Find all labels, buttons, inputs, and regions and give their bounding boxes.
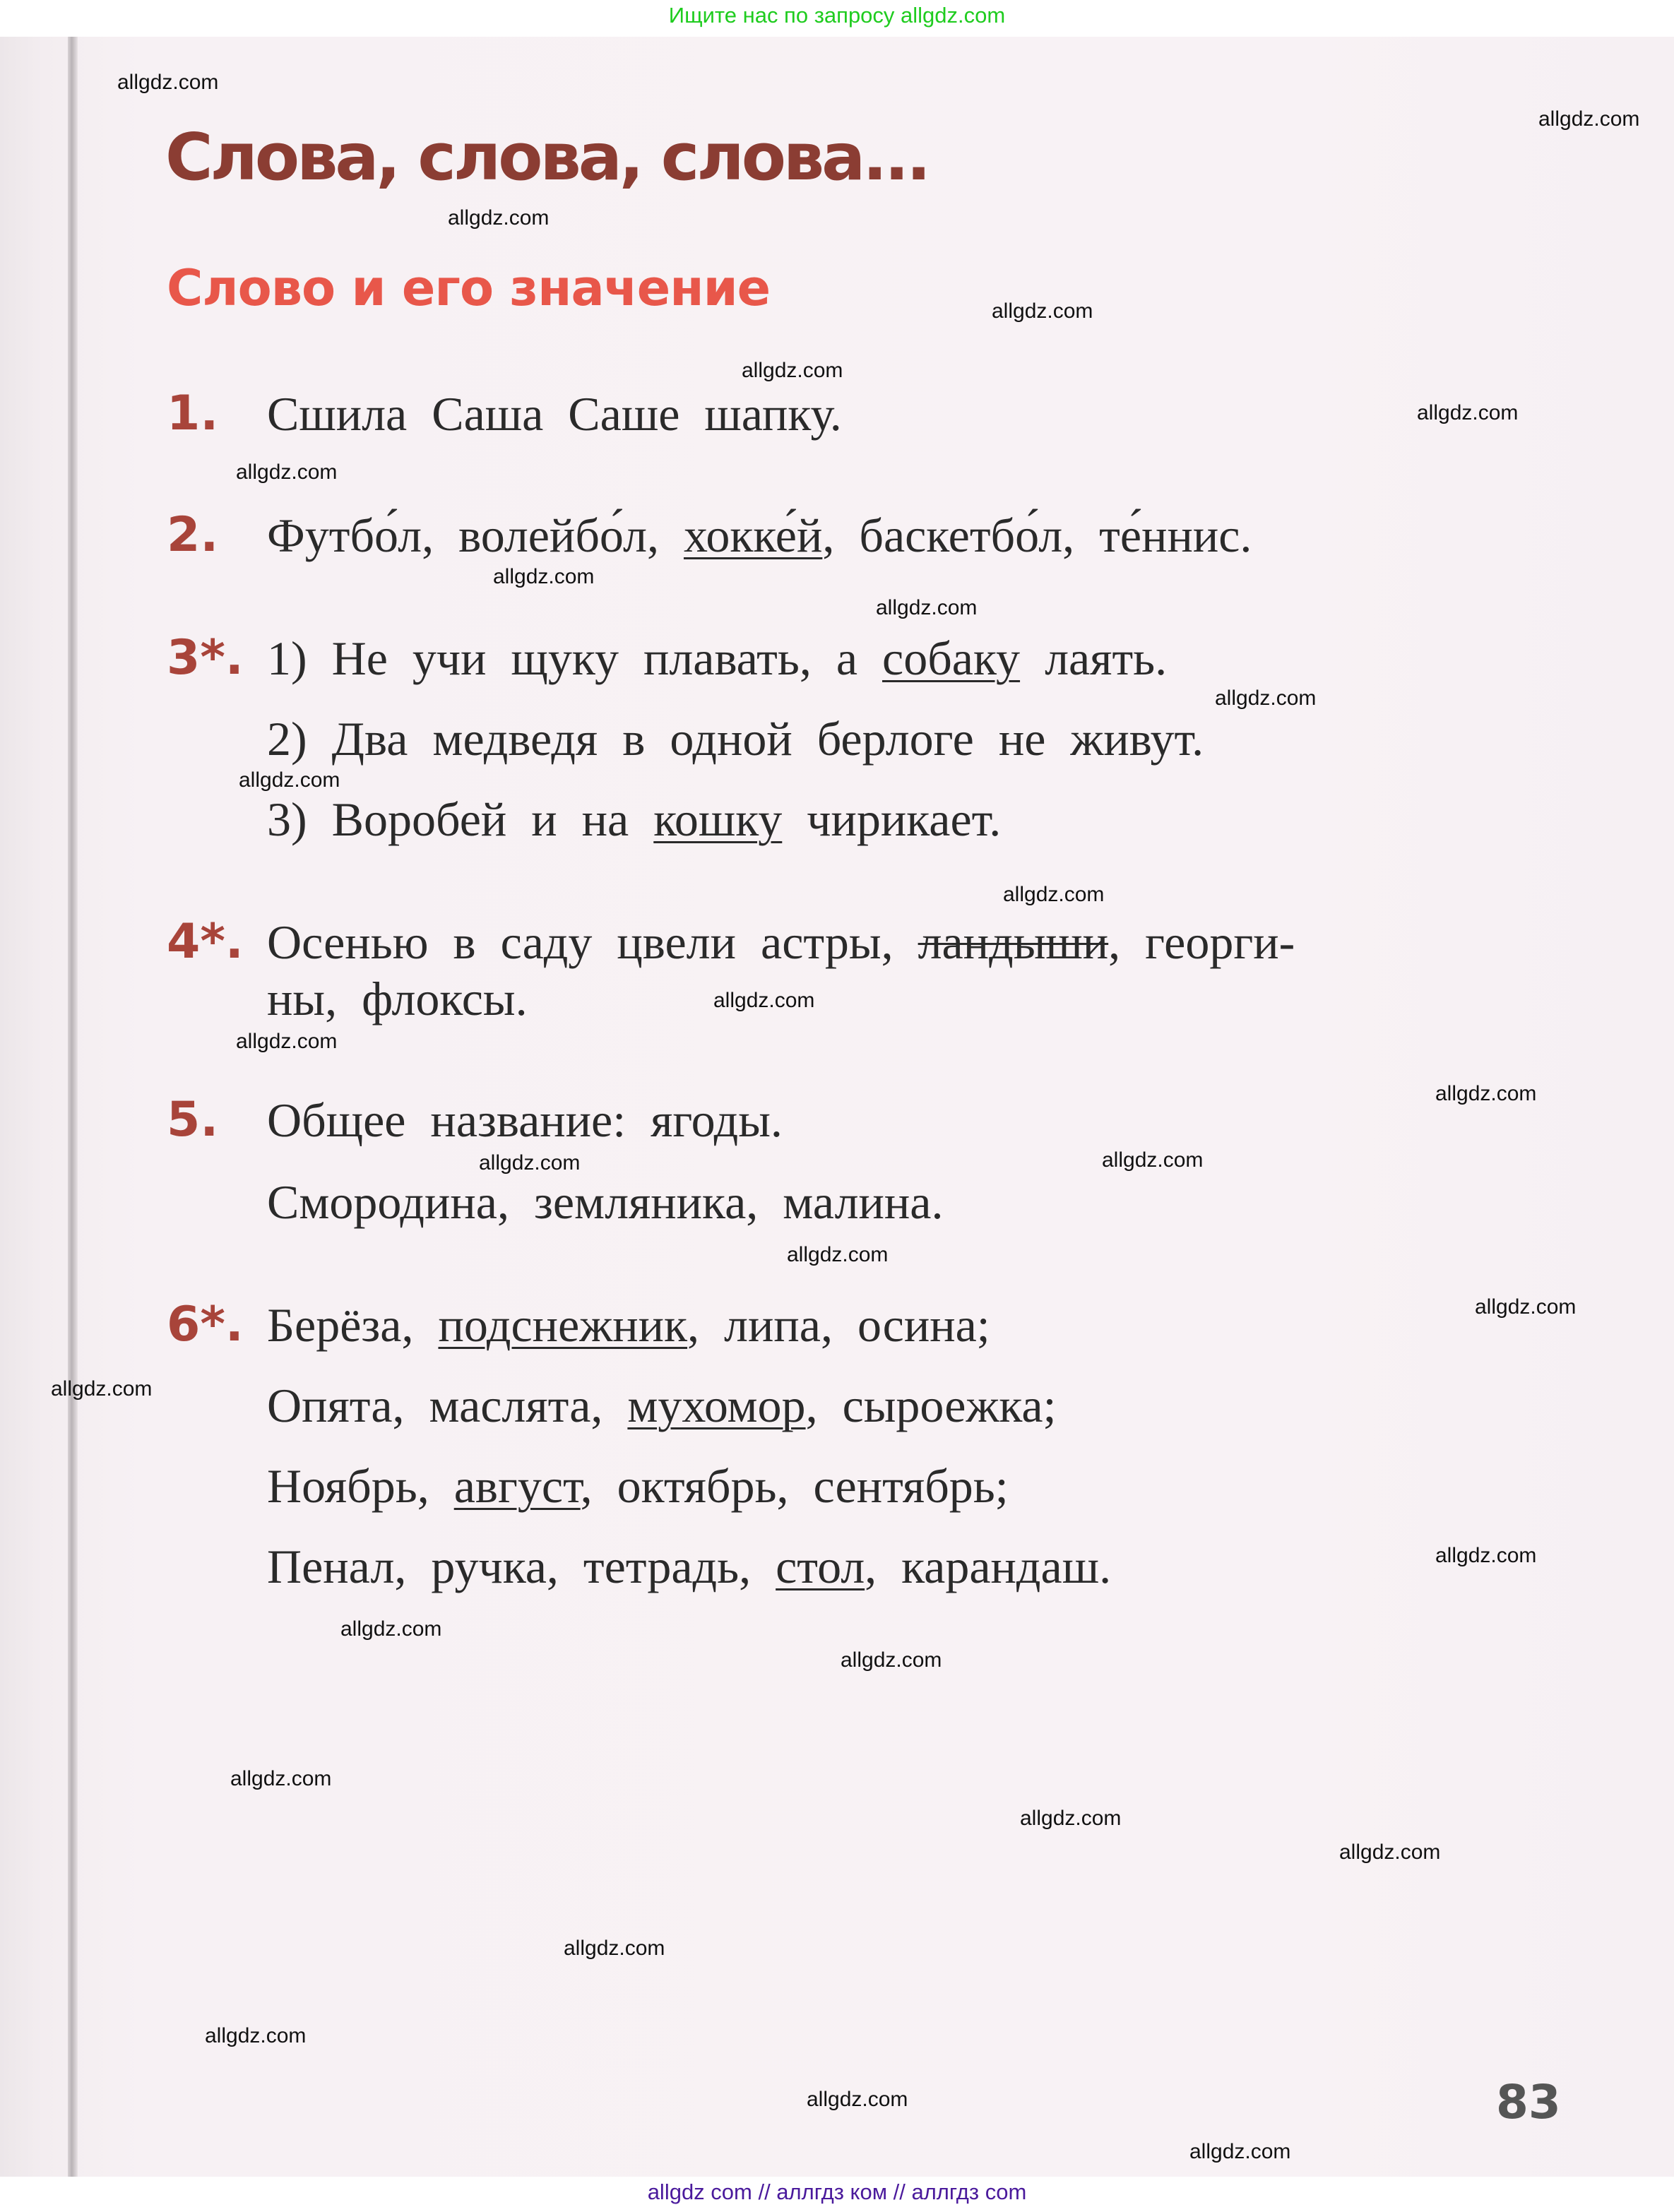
answer-line [267, 1175, 944, 1229]
underlined-word: стол [776, 1540, 865, 1593]
page-number: 83 [1496, 2075, 1561, 2129]
watermark: allgdz.com [1475, 1295, 1577, 1319]
watermark: allgdz.com [1435, 1544, 1537, 1567]
watermark: allgdz.com [742, 359, 843, 382]
text-segment: , георги- [1108, 915, 1295, 969]
section-subtitle: Слово и его значение [167, 259, 771, 317]
item-number: 6*. [167, 1297, 244, 1352]
text-segment: 1) Не учи щуку плавать, а [267, 631, 883, 685]
watermark: allgdz.com [1435, 1082, 1537, 1105]
watermark: allgdz.com [1102, 1148, 1204, 1172]
text-segment: лаять. [1020, 631, 1168, 685]
text-segment: ны, флоксы. [267, 972, 528, 1025]
answer-line [267, 1379, 1057, 1432]
watermark: allgdz.com [239, 768, 340, 792]
watermark: allgdz.com [992, 299, 1093, 323]
watermark: allgdz.com [51, 1377, 153, 1401]
watermark: allgdz.com [1417, 401, 1519, 424]
book-spine-shadow [68, 37, 78, 2177]
watermark: allgdz.com [448, 206, 550, 230]
underlined-word: подснежник [438, 1298, 688, 1352]
text-segment: , сыроежка; [805, 1379, 1057, 1432]
answer-line [267, 915, 1295, 969]
watermark: allgdz.com [236, 460, 338, 484]
watermark: allgdz.com [841, 1648, 942, 1672]
page-title: Слова, слова, слова... [165, 119, 929, 195]
watermark: allgdz.com [479, 1151, 581, 1175]
text-segment: Пенал, ручка, тетрадь, [267, 1540, 776, 1593]
watermark: allgdz.com [876, 596, 978, 619]
watermark: allgdz.com [1538, 107, 1640, 131]
text-segment: Ноябрь, [267, 1459, 454, 1513]
answer-line [267, 972, 528, 1025]
underlined-word: хокке́й [683, 509, 823, 562]
text-segment: Смородина, земляника, малина. [267, 1175, 944, 1229]
watermark: allgdz.com [340, 1617, 442, 1641]
watermark: allgdz.com [1189, 2140, 1291, 2163]
watermark: allgdz.com [493, 565, 595, 588]
watermark: allgdz.com [787, 1243, 889, 1266]
watermark: allgdz.com [117, 71, 219, 94]
watermark: allgdz.com [1339, 1841, 1441, 1864]
watermark: allgdz.com [1020, 1807, 1122, 1830]
text-segment: Футбо́л, волейбо́л, [267, 509, 684, 562]
answer-line [267, 1540, 1112, 1593]
answer-line [267, 792, 1002, 846]
item-number: 3*. [167, 630, 244, 686]
item-number: 2. [167, 507, 219, 563]
watermark: allgdz.com [1003, 883, 1105, 906]
watermark: allgdz.com [713, 989, 815, 1012]
underlined-word: кошку [653, 792, 783, 846]
answer-line [267, 1298, 990, 1352]
watermark: allgdz.com [236, 1030, 338, 1053]
item-number: 5. [167, 1092, 219, 1148]
text-segment: , липа, осина; [687, 1298, 990, 1352]
text-segment: 2) Два медведя в одной берлоге не живут. [267, 712, 1204, 766]
item-number: 4*. [167, 914, 244, 970]
answer-line [267, 1093, 783, 1147]
answer-line [267, 509, 1252, 562]
text-segment: , баскетбо́л, те́ннис. [822, 509, 1252, 562]
text-segment: Осенью в саду цвели астры, [267, 915, 918, 969]
footer-banner: allgdz com // аллгдз ком // аллгдз com [647, 2180, 1027, 2204]
struck-word: ландыши [918, 915, 1109, 969]
text-segment: Опята, маслята, [267, 1379, 628, 1432]
answer-line [267, 631, 1168, 685]
search-banner: Ищите нас по запросу allgdz.com [668, 3, 1006, 28]
text-segment: Берёза, [267, 1298, 439, 1352]
watermark: allgdz.com [1215, 686, 1317, 710]
underlined-word: август [453, 1459, 581, 1513]
text-segment: , карандаш. [865, 1540, 1112, 1593]
text-segment: чирикает. [782, 792, 1002, 846]
text-segment: Общее название: ягоды. [267, 1093, 783, 1147]
text-segment: 3) Воробей и на [267, 792, 654, 846]
item-number: 1. [167, 386, 219, 441]
watermark: allgdz.com [230, 1767, 332, 1790]
answer-line [267, 1459, 1009, 1513]
answer-line [267, 387, 842, 441]
underlined-word: собаку [882, 631, 1021, 685]
answer-line [267, 712, 1204, 766]
underlined-word: мухомор [627, 1379, 806, 1432]
text-segment: , октябрь, сентябрь; [580, 1459, 1009, 1513]
text-segment: Сшила Саша Саше шапку. [267, 387, 842, 441]
watermark: allgdz.com [205, 2024, 307, 2047]
watermark: allgdz.com [807, 2088, 908, 2111]
watermark: allgdz.com [564, 1937, 665, 1960]
